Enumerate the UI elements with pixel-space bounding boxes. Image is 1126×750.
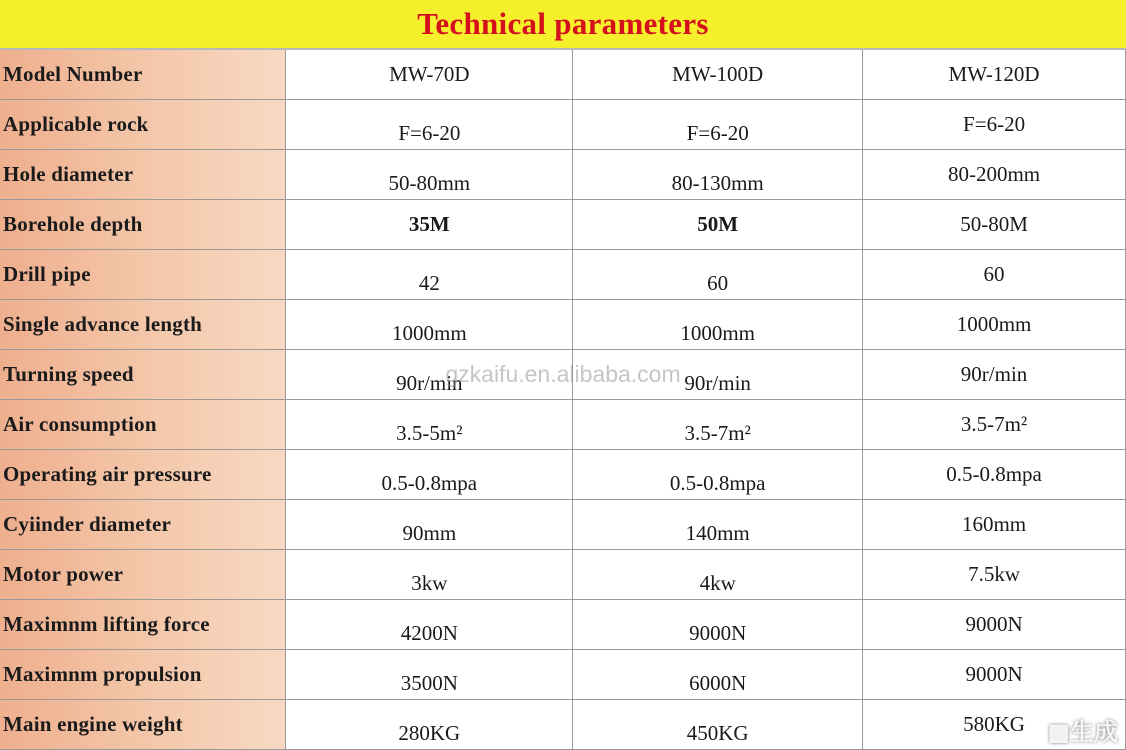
row-value: 4200N	[286, 600, 573, 650]
title-bar	[0, 0, 1126, 50]
table-row	[0, 200, 1126, 250]
row-value: 450KG	[573, 700, 863, 750]
row-value: 9000N	[863, 650, 1126, 700]
row-label: Applicable rock	[0, 100, 286, 150]
row-value: 90r/min	[286, 350, 573, 400]
row-value: F=6-20	[286, 100, 573, 150]
table-row	[0, 450, 1126, 500]
table-row	[0, 250, 1126, 300]
row-value: 140mm	[573, 500, 863, 550]
row-value: 0.5-0.8mpa	[573, 450, 863, 500]
row-value: 3.5-7m²	[863, 400, 1126, 450]
row-label: Turning speed	[0, 350, 286, 400]
row-label: Model Number	[0, 50, 286, 100]
row-value: 35M	[286, 200, 573, 250]
row-value: 0.5-0.8mpa	[863, 450, 1126, 500]
row-value: 4kw	[573, 550, 863, 600]
row-label: Operating air pressure	[0, 450, 286, 500]
table-row	[0, 550, 1126, 600]
row-value: 3500N	[286, 650, 573, 700]
row-value: 9000N	[573, 600, 863, 650]
row-label: Motor power	[0, 550, 286, 600]
row-value: 1000mm	[863, 300, 1126, 350]
watermark-text: gzkaifu.en.alibaba.com	[445, 361, 681, 387]
row-value: 90r/min	[863, 350, 1126, 400]
model-name: MW-100D	[573, 50, 863, 100]
row-value: 60	[863, 250, 1126, 300]
row-value: 0.5-0.8mpa	[286, 450, 573, 500]
row-value: 6000N	[573, 650, 863, 700]
row-label: Cyiinder diameter	[0, 500, 286, 550]
page-title: Technical parameters	[417, 6, 709, 41]
table-row	[0, 300, 1126, 350]
table-row	[0, 400, 1126, 450]
model-name: MW-70D	[286, 50, 573, 100]
row-label: Maximnm lifting force	[0, 600, 286, 650]
row-value: F=6-20	[573, 100, 863, 150]
row-value: 9000N	[863, 600, 1126, 650]
table-row	[0, 700, 1126, 750]
row-value: 7.5kw	[863, 550, 1126, 600]
row-value: F=6-20	[863, 100, 1126, 150]
row-value: 280KG	[286, 700, 573, 750]
row-value: 90r/min	[573, 350, 863, 400]
table-row	[0, 100, 1126, 150]
table-row	[0, 650, 1126, 700]
technical-parameters-table	[0, 50, 1126, 750]
row-value: 50-80M	[863, 200, 1126, 250]
row-value: 1000mm	[573, 300, 863, 350]
row-label: Single advance length	[0, 300, 286, 350]
row-value: 160mm	[863, 500, 1126, 550]
table-row	[0, 600, 1126, 650]
corner-watermark: ■生成	[1047, 718, 1118, 746]
row-value: 50M	[573, 200, 863, 250]
table-row-model-number	[0, 50, 1126, 100]
row-value: 80-130mm	[573, 150, 863, 200]
table-row	[0, 500, 1126, 550]
row-label: Drill pipe	[0, 250, 286, 300]
row-value: 80-200mm	[863, 150, 1126, 200]
row-value: 50-80mm	[286, 150, 573, 200]
row-value: 90mm	[286, 500, 573, 550]
table-row	[0, 350, 1126, 400]
row-label: Hole diameter	[0, 150, 286, 200]
row-value: 1000mm	[286, 300, 573, 350]
row-label: Air consumption	[0, 400, 286, 450]
model-name: MW-120D	[863, 50, 1126, 100]
row-value: 60	[573, 250, 863, 300]
row-value: 3.5-5m²	[286, 400, 573, 450]
row-value: 3.5-7m²	[573, 400, 863, 450]
row-value: 3kw	[286, 550, 573, 600]
table-row	[0, 150, 1126, 200]
row-label: Maximnm propulsion	[0, 650, 286, 700]
row-value: 580KG	[863, 700, 1126, 750]
row-value: 42	[286, 250, 573, 300]
row-label: Main engine weight	[0, 700, 286, 750]
row-label: Borehole depth	[0, 200, 286, 250]
